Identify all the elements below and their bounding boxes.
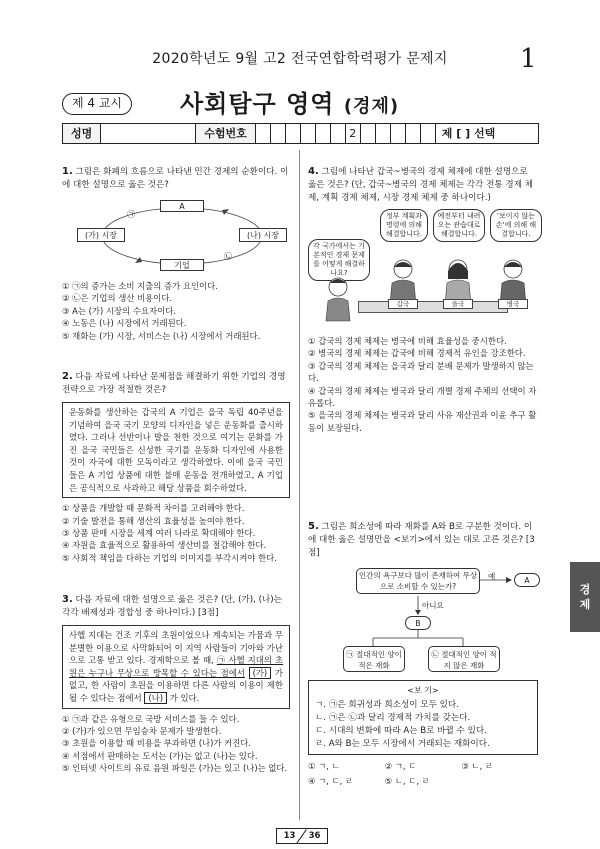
- exam-header-title: 2020학년도 9월 고2 전국연합학력평가 문제지: [152, 51, 448, 67]
- node-b: B: [405, 616, 431, 630]
- bogi-item: ㄴ. ㉠은 ㉡과 달리 경제적 가치를 갖는다.: [315, 713, 471, 723]
- option-3[interactable]: ③ 상품 판매 시장을 세계 여러 나라로 확대해야 한다.: [62, 527, 256, 538]
- options-list: [62, 713, 290, 775]
- question-2: [62, 370, 290, 564]
- question-3: [62, 593, 290, 775]
- option-1[interactable]: ① ㄱ, ㄴ: [308, 761, 340, 771]
- passage-box: [62, 625, 290, 709]
- option-2[interactable]: ② 병국의 경제 체제는 갑국에 비해 경제적 유인을 강조한다.: [308, 348, 526, 359]
- node-absolute-small: ㉠ 절대적인 양이 적은 재화: [343, 646, 405, 672]
- panel-table: [358, 301, 508, 313]
- question-stem: 다음 자료에 대한 설명으로 옳은 것은? (단, (가), (나)는 각각 배제성과 경합성 중 하나이다.) [3점]: [62, 595, 282, 618]
- option-5[interactable]: ⑤ 사회적 책임을 다하는 기업의 이미지를 부각시켜야 한다.: [62, 552, 277, 563]
- node-market-ga: (가) 시장: [77, 228, 125, 242]
- exam-digit[interactable]: [361, 124, 376, 143]
- question-number: 5.: [308, 521, 319, 532]
- passage-text: 사헬 지대는 건조 기후의 초원이었으나 계속되는 가뭄과 무분별한 이용으로 사막화되어 이 지역 사람들이 기아와 가난으로 고통 받고 있다. 경제학으로 볼 때,: [69, 630, 283, 666]
- options-grid: [308, 760, 538, 788]
- question-5: [308, 520, 538, 788]
- exam-digit[interactable]: [391, 124, 406, 143]
- side-tab-char: 제: [579, 598, 591, 611]
- select-label: 제 [ ] 선택: [441, 127, 496, 140]
- info-bar: [62, 123, 539, 144]
- subject-title: [180, 84, 399, 119]
- footer-total-pages: 36: [308, 831, 321, 841]
- panel-illustration: [308, 209, 548, 329]
- page-number: 1: [520, 44, 537, 74]
- exam-digit[interactable]: [376, 124, 391, 143]
- node-absolute-not-small: ㉡ 절대적인 양이 적지 않은 재화: [428, 646, 500, 672]
- circular-flow-diagram: [72, 196, 292, 276]
- option-4[interactable]: ④ 서점에서 판매하는 도서는 (가)는 없고 (나)는 있다.: [62, 750, 258, 761]
- nameplate-eul: 을국: [443, 299, 473, 309]
- node-a: A: [160, 200, 204, 212]
- options-list: [308, 335, 538, 434]
- speech-bubble-gap: 정부 계획과 명령에 의해 해결합니다.: [380, 209, 428, 242]
- column-divider: [299, 150, 300, 820]
- passage-underline: ㉠ 사헬 지대의 초원은 누구나 무상으로 방목할 수 있다는 점에서: [69, 655, 284, 678]
- blank-ga: (가): [249, 667, 272, 679]
- option-1[interactable]: ① 갑국의 경제 체제는 병국에 비해 효율성을 중시한다.: [308, 336, 507, 346]
- mark-1: ㉠: [127, 210, 135, 219]
- exam-digit[interactable]: [421, 124, 436, 143]
- options-list: [62, 280, 290, 342]
- option-2[interactable]: ② 기술 발전을 통해 생산의 효율성을 높여야 한다.: [62, 515, 245, 526]
- question-4: [308, 165, 538, 434]
- bogi-item: ㄱ. ㉠은 희귀성과 희소성이 모두 있다.: [315, 700, 459, 710]
- question-1: [62, 165, 290, 342]
- passage-text: 가 없고, 한 사람이 초원을 이용하면 다른 사람의 이용이 제한될 수 있다는 점에서: [69, 667, 283, 703]
- scarcity-diagram: [328, 566, 568, 676]
- name-field[interactable]: [101, 124, 196, 143]
- label-no: 아니요: [422, 601, 444, 610]
- question-number: 4.: [308, 166, 319, 177]
- question-text: [308, 520, 538, 560]
- side-tab-char: 경: [579, 583, 591, 596]
- exam-digit[interactable]: [271, 124, 286, 143]
- question-stem: 다음 자료에 나타난 문제점을 해결하기 위한 기업의 경영 전략으로 가장 적절한 것은?: [62, 372, 286, 395]
- blank-na: (나): [144, 692, 167, 704]
- subject-side-tab: [570, 562, 600, 632]
- option-3[interactable]: ③ ㄴ, ㄹ: [461, 761, 494, 771]
- passage-text: 가 있다.: [169, 692, 200, 703]
- exam-no-label: 수험번호: [196, 124, 256, 143]
- exam-digit[interactable]: [406, 124, 421, 143]
- question-number: 3.: [62, 594, 73, 605]
- node-a: A: [514, 573, 540, 587]
- question-text: [62, 165, 290, 192]
- bogi-item: ㄷ. 시대의 변화에 따라 A는 B로 바뀔 수 있다.: [315, 726, 487, 736]
- exam-digit[interactable]: [316, 124, 331, 143]
- option-4[interactable]: ④ 갑국의 경제 체제는 병국과 달리 개별 경제 주체의 선택이 자유롭다.: [308, 385, 537, 409]
- question-number: 1.: [62, 166, 73, 177]
- question-stem: 그림은 화폐의 흐름으로 나타낸 민간 경제의 순환이다. 이에 대한 설명으로 옳은 것은?: [62, 167, 289, 190]
- node-firm: 기업: [160, 259, 204, 271]
- option-5[interactable]: ⑤ ㄴ, ㄷ, ㄹ: [384, 776, 430, 786]
- question-text: [62, 593, 290, 620]
- question-text: [62, 370, 290, 397]
- exam-digit[interactable]: [301, 124, 316, 143]
- name-label: 성명: [63, 124, 101, 143]
- passage-box: 운동화를 생산하는 갑국의 A 기업은 을국 독립 40주년을 기념하여 을국 국기 모양의 디자인을 넣은 운동화를 출시하였다. 그러나 선반이나 발을 천한 것으로 여기는 문화를 가진 을국 국민들은 신성한 국기를 운동화 디자인에 사용한 것이 자국에 대한 모독이라고 생각하였다. 이에 을국 국민들은 A 기업 상품에 대한 불매 운동을 전개하였고, A 기업은 공식적으로 사과하고 해당 상품을 회수하였다.: [62, 402, 290, 498]
- option-1[interactable]: ① ㉠의 증가는 소비 지출의 증가 요인이다.: [62, 281, 218, 291]
- option-2[interactable]: ② (가)가 있으면 무임승차 문제가 발생한다.: [62, 725, 222, 736]
- option-5[interactable]: ⑤ 재화는 (가) 시장, 서비스는 (나) 시장에서 거래된다.: [62, 330, 261, 341]
- question-number: 2.: [62, 371, 73, 382]
- option-5[interactable]: ⑤ 을국의 경제 체제는 병국과 달리 사유 재산권과 이윤 추구 활동이 보장된다.: [308, 410, 537, 433]
- speech-bubble-host: 각 국가에서는 기본적인 경제 문제를 어떻게 해결하나요?: [308, 239, 370, 281]
- nameplate-gap: 갑국: [388, 299, 418, 309]
- speech-bubble-byeong: '보이지 않는 손'에 의해 해결합니다.: [490, 209, 542, 242]
- speech-bubble-eul: 예전부터 내려오는 관습대로 해결합니다.: [433, 209, 485, 242]
- bogi-item: ㄹ. A와 B는 모두 시장에서 거래되는 재화이다.: [315, 739, 490, 749]
- option-2[interactable]: ② ㉡은 기업의 생산 비용이다.: [62, 293, 173, 304]
- bogi-box: [308, 680, 538, 755]
- option-2[interactable]: ② ㄱ, ㄷ: [384, 761, 417, 771]
- mark-2: ㉡: [224, 252, 232, 261]
- exam-digit-fixed: 2: [346, 124, 361, 143]
- option-5[interactable]: ⑤ 인터넷 사이트의 유료 음원 파일은 (가)는 있고 (나)는 없다.: [62, 763, 288, 774]
- option-1[interactable]: ① 상품을 개발할 때 문화적 차이를 고려해야 한다.: [62, 503, 245, 514]
- bogi-title: <보 기>: [407, 686, 439, 695]
- label-yes: 예: [488, 572, 496, 581]
- exam-digit[interactable]: [331, 124, 346, 143]
- subject-main: 사회탐구 영역: [180, 90, 335, 118]
- page-footer: [276, 828, 328, 844]
- question-stem: 그림은 희소성에 따라 재화를 A와 B로 구분한 것이다. 이에 대한 옳은 설명만을 <보기>에서 있는 대로 고른 것은? [3점]: [308, 522, 535, 558]
- question-text: [308, 165, 538, 205]
- nameplate-byeong: 병국: [498, 299, 528, 309]
- options-list: [62, 502, 290, 564]
- session-badge: 제 4 교시: [62, 93, 132, 115]
- subject-sub: (경제): [343, 96, 400, 117]
- option-3[interactable]: ③ 초원을 이용할 때 비용을 부과하면 (나)가 커진다.: [62, 738, 252, 749]
- option-1[interactable]: ① ㉠과 같은 유형으로 국방 서비스를 들 수 있다.: [62, 713, 240, 724]
- node-market-na: (나) 시장: [239, 228, 287, 242]
- option-4[interactable]: ④ 자원을 효율적으로 활용하여 생산비를 절감해야 한다.: [62, 540, 267, 551]
- option-3[interactable]: ③ A는 (가) 시장의 수요자이다.: [62, 305, 176, 316]
- decision-question: 인간의 욕구보다 많이 존재하여 무상으로 소비할 수 있는가?: [356, 568, 480, 594]
- option-3[interactable]: ③ 갑국의 경제 체제는 을국과 달리 분배 문제가 발생하지 않는다.: [308, 360, 534, 384]
- option-4[interactable]: ④ ㄱ, ㄷ, ㄹ: [308, 776, 354, 786]
- footer-current-page: 13: [283, 831, 296, 841]
- option-4[interactable]: ④ 노동은 (나) 시장에서 거래된다.: [62, 318, 187, 329]
- exam-digit[interactable]: [256, 124, 271, 143]
- question-stem: 그림에 나타난 갑국~병국의 경제 체제에 대한 설명으로 옳은 것은? (단, 갑국~병국의 경제 체제는 각각 전통 경제 체제, 계획 경제 체제, 시장 경제 체제 중 하나이다.): [308, 167, 534, 203]
- exam-digit[interactable]: [286, 124, 301, 143]
